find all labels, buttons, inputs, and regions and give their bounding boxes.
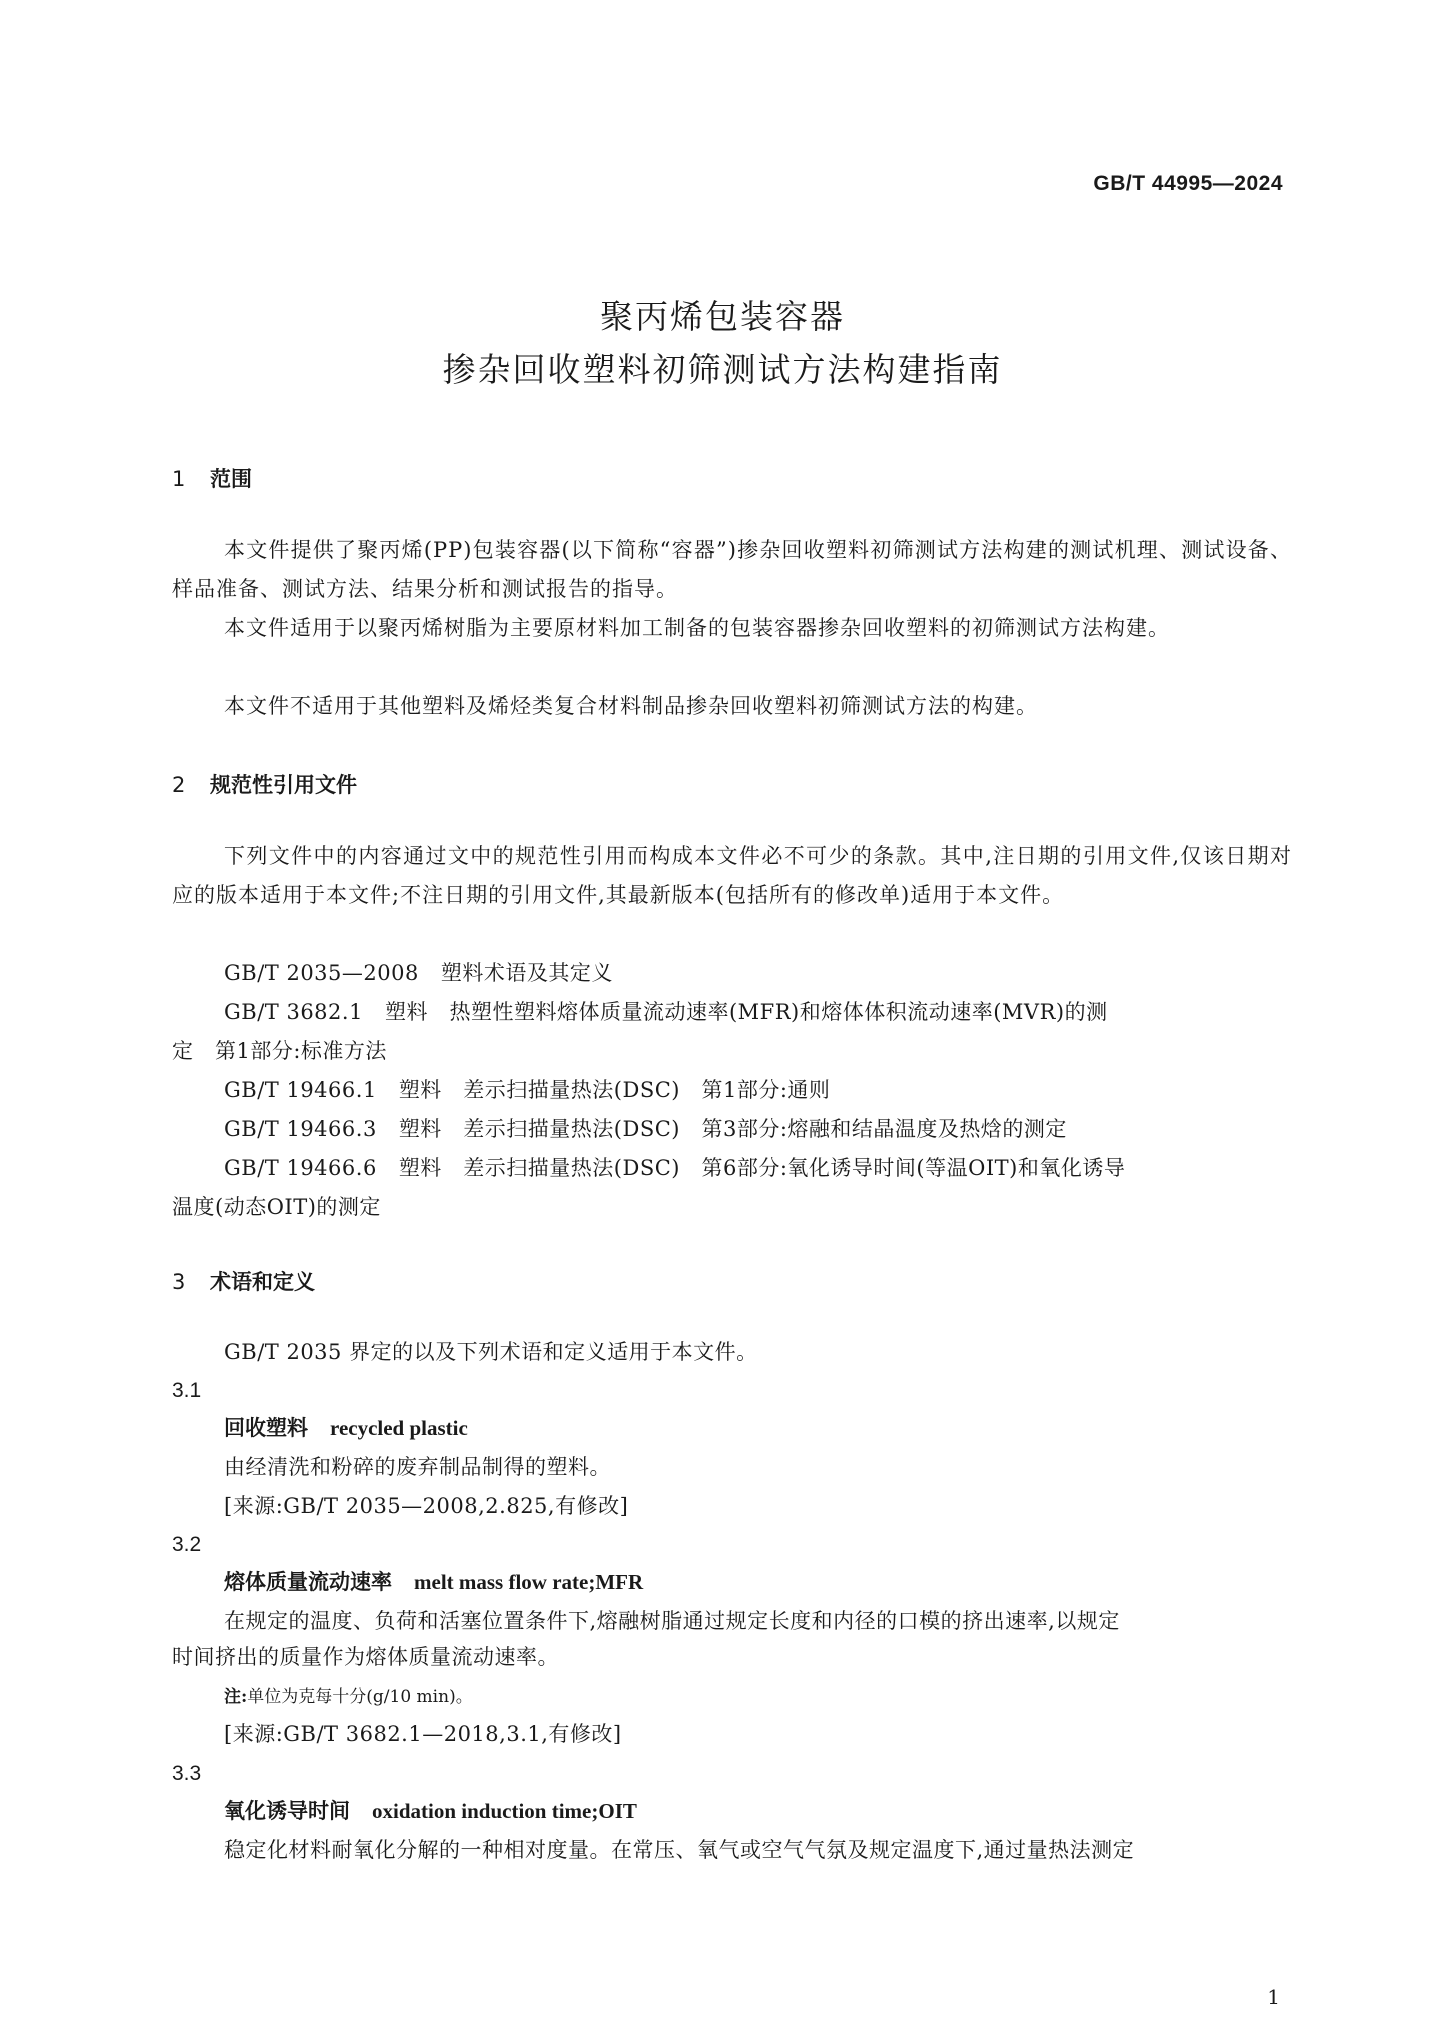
term-en: recycled plastic — [330, 1416, 468, 1440]
reference-item — [224, 1110, 1089, 1149]
section-number: 1 — [172, 467, 186, 491]
reference-title: 塑料术语及其定义 — [440, 961, 613, 985]
reference-continuation: 定 第1部分:标准方法 — [172, 1039, 387, 1063]
title-line-1: 聚丙烯包装容器 — [600, 297, 845, 336]
term-zh: 回收塑料 — [224, 1415, 308, 1440]
reference-item — [224, 993, 1130, 1032]
paragraph: 下列文件中的内容通过文中的规范性引用而构成本文件必不可少的条款。其中,注日期的引用文件,仅该日期对应的版本适用于本文件;不注日期的引用文件,其最新版本(包括所有的修改单)适用于本文件。 — [172, 844, 1292, 907]
reference-code: GB/T 19466.3 — [224, 1117, 377, 1141]
reference-title: 塑料 热塑性塑料熔体质量流动速率(MFR)和熔体体积流动速率(MVR)的测 — [384, 1000, 1108, 1024]
term-definition: 由经清洗和粉碎的废弃制品制得的塑料。 — [224, 1455, 611, 1479]
reference-title: 塑料 差示扫描量热法(DSC) 第6部分:氧化诱导时间(等温OIT)和氧化诱导 — [398, 1156, 1126, 1180]
title-line-2: 掺杂回收塑料初筛测试方法构建指南 — [442, 350, 1003, 389]
section-title: 术语和定义 — [210, 1270, 315, 1294]
term-source: [来源:GB/T 3682.1—2018,3.1,有修改] — [224, 1722, 622, 1746]
term-source: [来源:GB/T 2035—2008,2.825,有修改] — [224, 1494, 629, 1518]
term-definition: 稳定化材料耐氧化分解的一种相对度量。在常压、氧气或空气气氛及规定温度下,通过量热法测定 — [224, 1838, 1135, 1862]
reference-code: GB/T 2035—2008 — [224, 961, 419, 985]
reference-code: GB/T 19466.1 — [224, 1078, 377, 1102]
reference-item — [224, 1071, 852, 1110]
term-en: melt mass flow rate;MFR — [414, 1570, 644, 1594]
term-heading — [224, 1413, 468, 1443]
reference-item — [224, 954, 635, 993]
term-zh: 熔体质量流动速率 — [224, 1569, 392, 1594]
section-number: 2 — [172, 773, 186, 797]
clause-number: 3.3 — [172, 1762, 202, 1785]
section-title: 规范性引用文件 — [210, 773, 357, 797]
paragraph: 本文件不适用于其他塑料及烯烃类复合材料制品掺杂回收塑料初筛测试方法的构建。 — [224, 694, 1038, 718]
note-label: 注: — [224, 1687, 248, 1707]
term-heading — [224, 1796, 637, 1826]
section-1-heading — [172, 465, 252, 493]
section-title: 范围 — [210, 467, 252, 491]
paragraph: 本文件提供了聚丙烯(PP)包装容器(以下简称“容器”)掺杂回收塑料初筛测试方法构建的测试机理、测试设备、样品准备、测试方法、结果分析和测试报告的指导。 — [172, 538, 1292, 601]
reference-title: 塑料 差示扫描量热法(DSC) 第1部分:通则 — [398, 1078, 831, 1102]
page-number: 1 — [1267, 1985, 1280, 2009]
term-zh: 氧化诱导时间 — [224, 1798, 350, 1823]
reference-continuation: 温度(动态OIT)的测定 — [172, 1195, 381, 1219]
standard-number: GB/T 44995—2024 — [1093, 172, 1283, 195]
note-text: 单位为克每十分(g/10 min)。 — [247, 1687, 473, 1707]
term-definition: 在规定的温度、负荷和活塞位置条件下,熔融树脂通过规定长度和内径的口模的挤出速率,以规定 — [224, 1609, 1120, 1633]
reference-item — [224, 1149, 1147, 1188]
term-note — [224, 1684, 473, 1710]
clause-number: 3.2 — [172, 1533, 202, 1556]
section-number: 3 — [172, 1270, 186, 1294]
paragraph: GB/T 2035 界定的以及下列术语和定义适用于本文件。 — [224, 1340, 758, 1364]
section-2-heading — [172, 771, 357, 799]
reference-code: GB/T 3682.1 — [224, 1000, 363, 1024]
reference-code: GB/T 19466.6 — [224, 1156, 377, 1180]
section-3-heading — [172, 1268, 315, 1296]
paragraph: 本文件适用于以聚丙烯树脂为主要原材料加工制备的包装容器掺杂回收塑料的初筛测试方法构建。 — [224, 616, 1170, 640]
term-definition: 时间挤出的质量作为熔体质量流动速率。 — [172, 1645, 559, 1669]
term-en: oxidation induction time;OIT — [372, 1799, 637, 1823]
term-heading — [224, 1567, 643, 1597]
clause-number: 3.1 — [172, 1379, 202, 1402]
reference-title: 塑料 差示扫描量热法(DSC) 第3部分:熔融和结晶温度及热焓的测定 — [398, 1117, 1067, 1141]
